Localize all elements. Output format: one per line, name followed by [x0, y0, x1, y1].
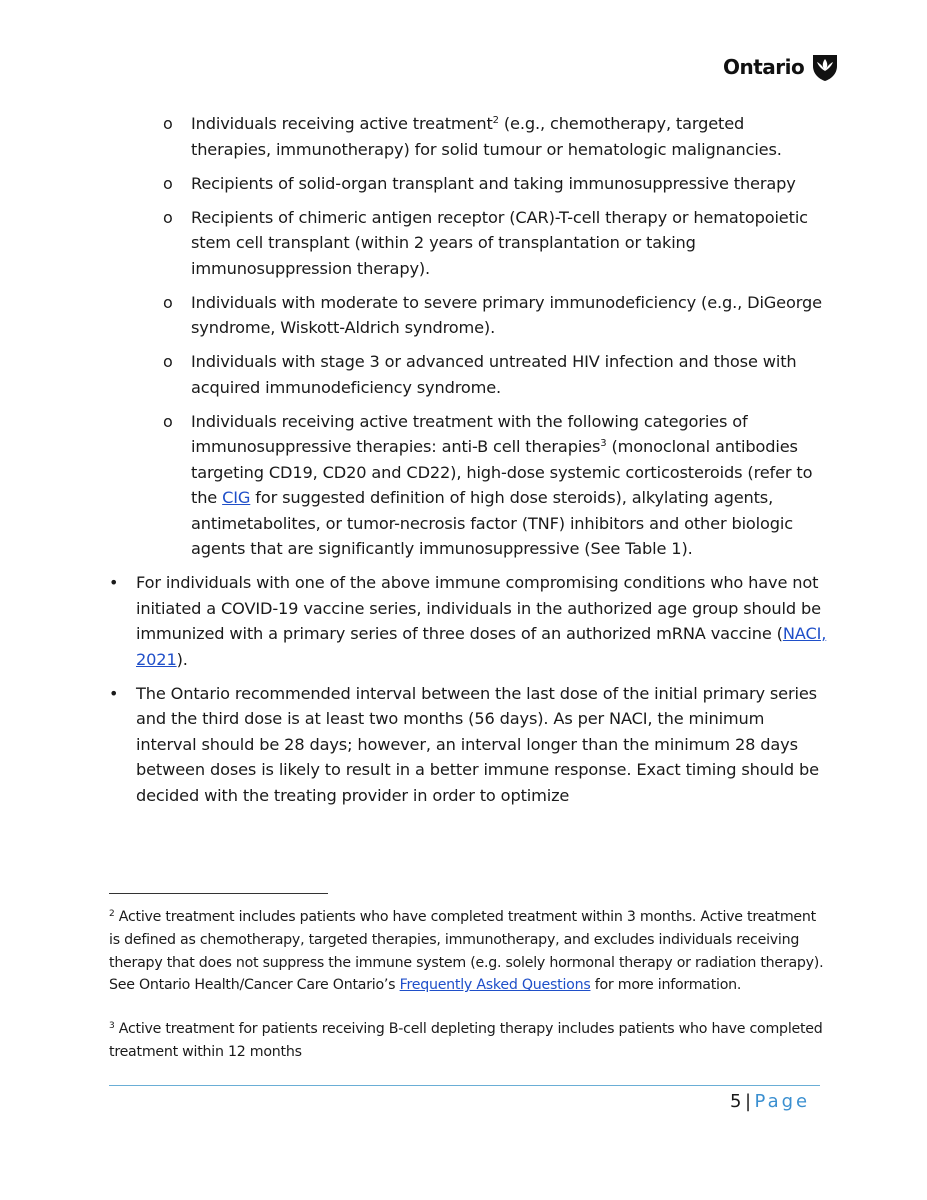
circle-bullet-icon: o [163, 207, 173, 227]
page-word: Page [754, 1091, 811, 1112]
trillium-icon [810, 52, 840, 82]
circle-bullet-icon: o [163, 352, 173, 371]
cig-link[interactable]: CIG [222, 488, 251, 507]
main-bullet-list [107, 570, 827, 808]
list-item [107, 570, 827, 672]
logo-wordmark: Ontario [723, 55, 805, 79]
footnote-number: 3 [109, 1021, 115, 1032]
list-item [107, 349, 827, 400]
footnote-ref[interactable]: 3 [600, 438, 607, 449]
item-text: Individuals receiving active treatment [191, 114, 493, 133]
list-item [107, 290, 827, 341]
circle-bullet-icon: o [163, 173, 173, 193]
footnote [109, 1018, 829, 1064]
page-content [107, 111, 827, 817]
page-separator: | [744, 1091, 753, 1112]
page-number [730, 1091, 810, 1112]
item-text: (monoclonal antibodies targeting CD19, CD20 and CD22), high-dose systemic corticosteroids (refer to the [191, 437, 813, 507]
list-item [107, 409, 827, 562]
footnote-text: Active treatment includes patients who have completed treatment within 3 months. Active treatment is defined as chemotherapy, targeted therapies, immunotherapy, and excludes individuals receiving therapy that does not suppress the immune system (e.g. solely hormonal therapy or radiation therapy). See Ontario Health/Cancer Care Ontario’s [109, 909, 824, 994]
item-text: Individuals receiving active treatment with the following categories of immunosuppressive therapies: anti-B cell therapies [191, 411, 748, 456]
circle-bullet-icon: o [163, 292, 173, 312]
footnote [109, 906, 829, 997]
footer-divider [109, 1085, 820, 1086]
item-text: Recipients of chimeric antigen receptor (CAR)-T-cell therapy or hematopoietic stem cell transplant (within 2 years of transplantation or taking immunosuppression therapy). [191, 207, 808, 278]
footnote-number: 2 [109, 909, 115, 919]
footnote-divider [109, 893, 328, 894]
ontario-logo [723, 52, 840, 82]
footnotes [109, 906, 829, 1064]
circle-bullet-icon: o [163, 411, 173, 431]
sub-bullet-list [107, 111, 827, 562]
footnote-text: Active treatment for patients receiving B-cell depleting therapy includes patients who have completed treatment within 12 months [109, 1021, 823, 1060]
footnote-ref[interactable]: 2 [492, 115, 499, 126]
item-text: Recipients of solid-organ transplant and taking immunosuppressive therapy [191, 173, 796, 193]
list-item [107, 171, 827, 197]
bullet-icon: • [109, 573, 119, 592]
item-text: Individuals with stage 3 or advanced untreated HIV infection and those with acquired immunodeficiency syndrome. [191, 352, 797, 397]
item-text: (e.g., chemotherapy, targeted therapies, immunotherapy) for solid tumour or hematologic malignancies. [191, 114, 782, 159]
item-text: for suggested definition of high dose steroids), alkylating agents, antimetabolites, or tumor-necrosis factor (TNF) inhibitors and other biologic agents that are significantly immunosuppressive (See Table 1). [191, 488, 793, 558]
footnote-text: for more information. [590, 977, 742, 994]
circle-bullet-icon: o [163, 114, 173, 133]
faq-link[interactable]: Frequently Asked Questions [399, 977, 591, 994]
item-text: ). [176, 649, 188, 669]
item-text: Individuals with moderate to severe primary immunodeficiency (e.g., DiGeorge syndrome, Wiskott-Aldrich syndrome). [191, 292, 822, 337]
list-item [107, 205, 827, 282]
bullet-icon: • [109, 683, 119, 703]
list-item [107, 111, 827, 162]
item-text: The Ontario recommended interval between the last dose of the initial primary series and the third dose is at least two months (56 days). As per NACI, the minimum interval should be 28 days; however, an interval longer than the minimum 28 days between doses is likely to result in a better immune response. Exact timing should be decided with the treating provider in order to optimize [136, 683, 819, 805]
naci-2021-link[interactable]: NACI, 2021 [136, 624, 827, 669]
list-item [107, 681, 827, 809]
page-number-value: 5 [730, 1091, 743, 1112]
item-text: For individuals with one of the above immune compromising conditions who have not initiated a COVID-19 vaccine series, individuals in the authorized age group should be immunized with a primary series of three doses of an authorized mRNA vaccine ( [136, 573, 821, 643]
